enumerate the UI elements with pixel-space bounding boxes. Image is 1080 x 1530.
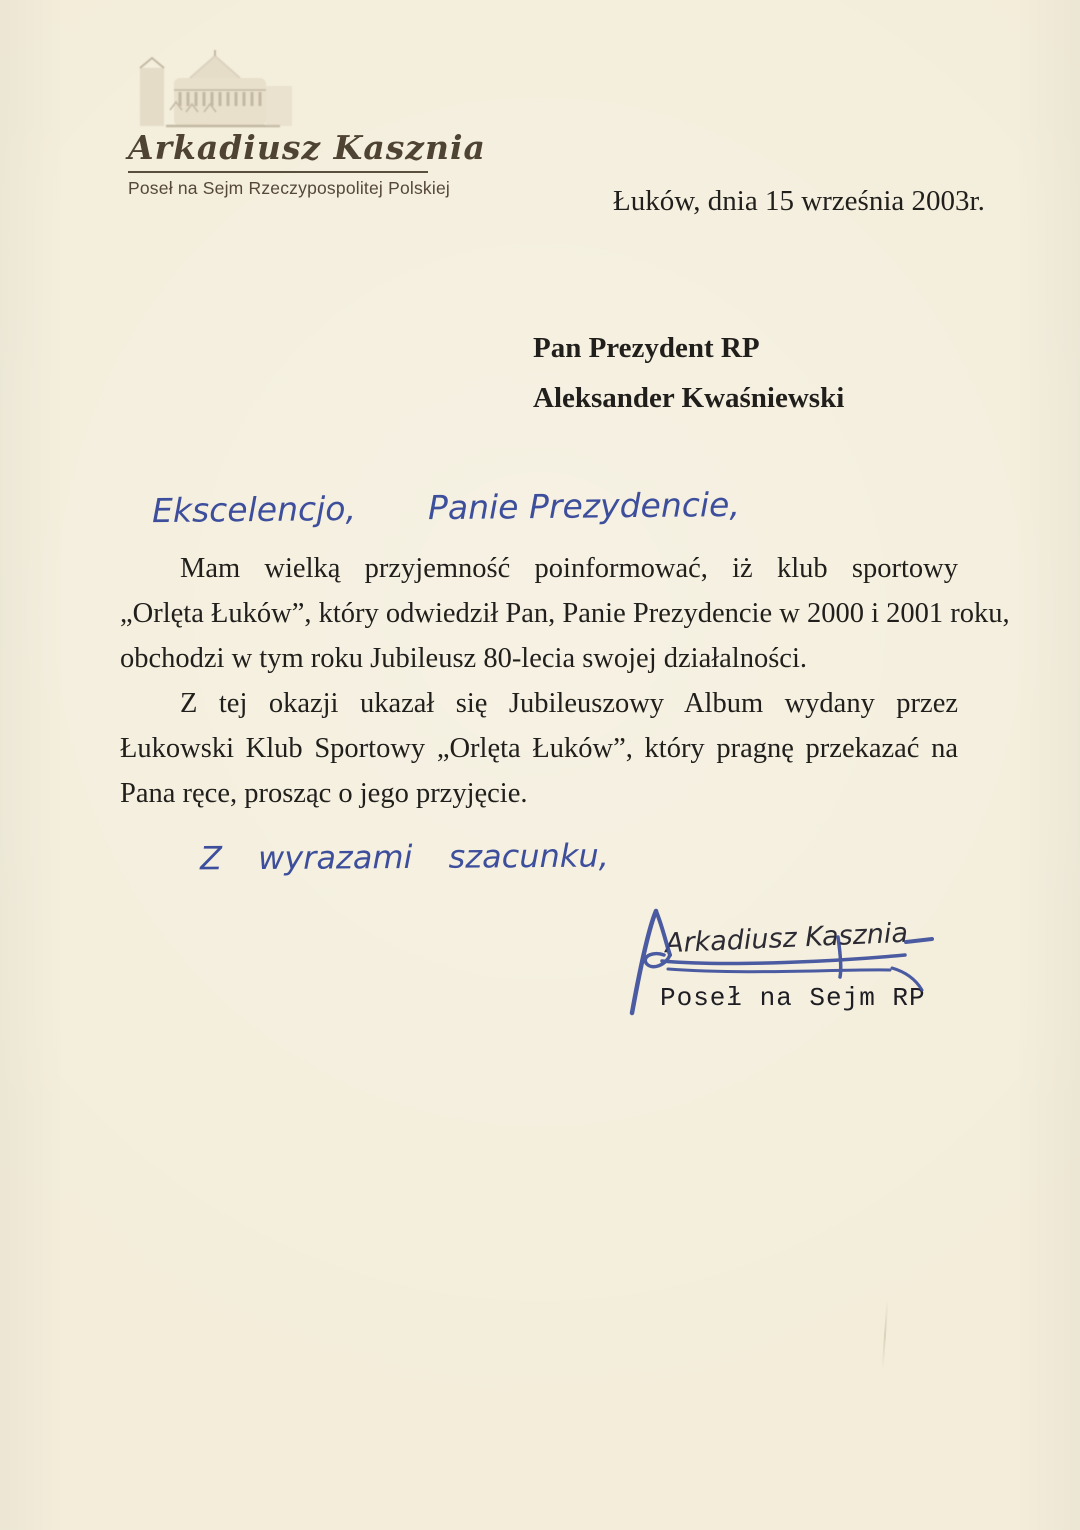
- recipient-block: [533, 332, 844, 432]
- salutation-gap: [356, 519, 428, 520]
- recipient-name: Aleksander Kwaśniewski: [533, 382, 845, 414]
- letter-body: [120, 546, 1010, 816]
- salutation-word-1: Ekscelencjo,: [151, 488, 357, 531]
- salutation-word-2: Panie Prezydencie,: [427, 484, 741, 528]
- letterhead-subtitle: Poseł na Sejm Rzeczypospolitej Polskiej: [128, 178, 450, 198]
- signature-block: [600, 895, 960, 1045]
- stamp-name: Arkadiusz Kasznia: [664, 917, 909, 960]
- handwritten-closing: Z wyrazami szacunku,: [199, 836, 609, 878]
- body-line: Mam wielką przyjemność poinformować, iż klub sportowy: [180, 553, 958, 584]
- body-line: „Orlęta Łuków”, który odwiedził Pan, Panie Prezydencie w 2000 i 2001 roku,: [120, 598, 1010, 629]
- paragraph-1: [120, 546, 1010, 681]
- body-line: obchodzi w tym roku Jubileusz 80-lecia swojej działalności.: [120, 643, 807, 674]
- body-line: Łukowski Klub Sportowy „Orlęta Łuków”, który pragnę przekazać na: [120, 733, 958, 764]
- pen-signature-ink: [600, 895, 960, 1045]
- letterhead-name: Arkadiusz Kasznia: [128, 128, 428, 173]
- paragraph-2: [120, 681, 958, 816]
- handwritten-salutation: [152, 485, 740, 530]
- recipient-title: Pan Prezydent RP: [533, 332, 760, 364]
- body-line: Pana ręce, prosząc o jego przyjęcie.: [120, 778, 528, 809]
- stamp-title: Poseł na Sejm RP: [660, 983, 926, 1013]
- body-line: Z tej okazji ukazał się Jubileuszowy Album wydany przez: [180, 688, 958, 719]
- dateline: Łuków, dnia 15 września 2003r.: [613, 185, 985, 217]
- paper-crease: [882, 1300, 889, 1370]
